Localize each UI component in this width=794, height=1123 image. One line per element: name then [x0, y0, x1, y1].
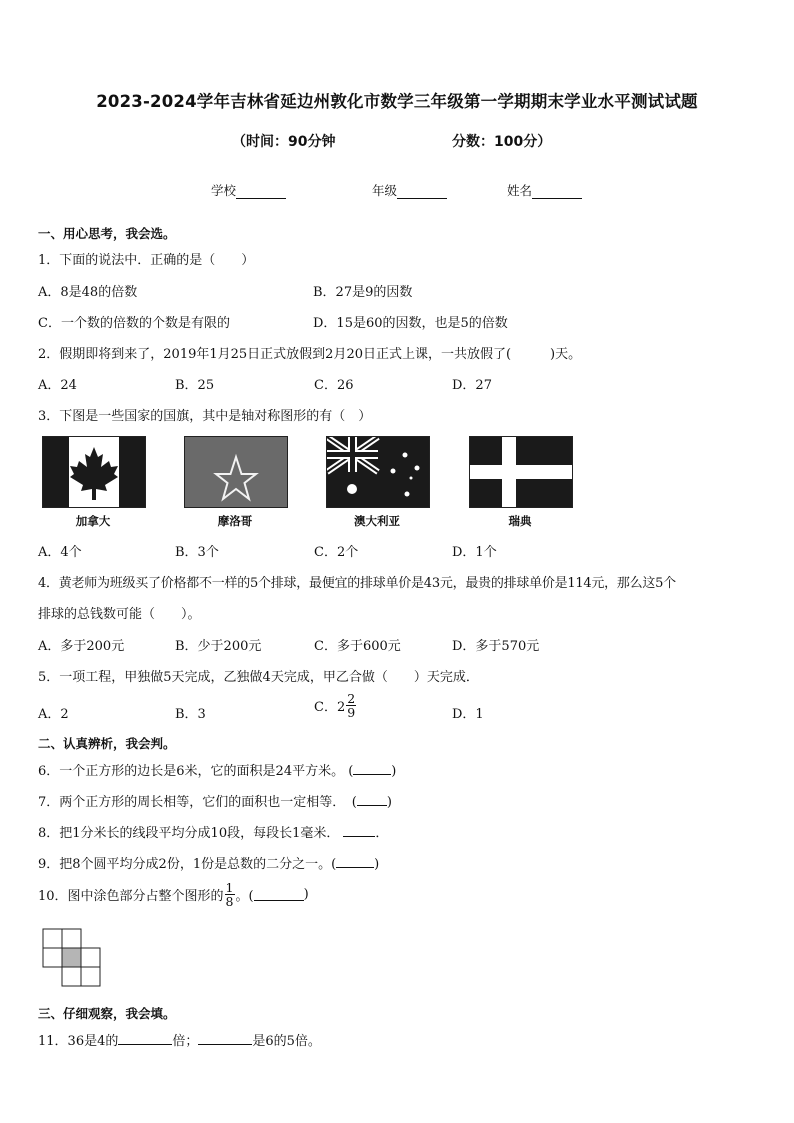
sweden-flag [469, 436, 573, 508]
morocco-flag [184, 436, 288, 508]
name-label: 姓名 [507, 183, 533, 198]
q5-option-c-fraction [346, 692, 356, 719]
section-3-heading: 三、仔细观察，我会填。 [38, 1006, 176, 1021]
name-field[interactable] [507, 181, 582, 199]
q7-row [38, 791, 392, 810]
q6-close: ) [391, 764, 397, 779]
grade-label: 年级 [372, 183, 398, 198]
q10-row [38, 881, 309, 908]
q10-grid-figure [42, 928, 104, 990]
q10-fraction [225, 881, 235, 908]
q11-row [38, 1030, 321, 1049]
q1-stem: 1．下面的说法中．正确的是（ ） [38, 253, 255, 268]
q9-close: ) [374, 857, 380, 872]
canada-flag [42, 436, 146, 508]
q7-answer-blank[interactable] [357, 793, 387, 806]
q10-close: ) [303, 887, 309, 902]
q5-option-b[interactable]: B．3 [175, 707, 206, 722]
q2-option-d[interactable]: D．27 [452, 378, 492, 393]
q8-text: 8．把1分米长的线段平均分成10段，每段长1毫米． [38, 826, 340, 841]
score-label: 分数：100分） [452, 134, 552, 150]
school-label: 学校 [211, 183, 237, 198]
q11-blank-1[interactable] [118, 1032, 172, 1045]
q3-option-a[interactable]: A．4个 [38, 545, 82, 560]
q4-option-d[interactable]: D．多于570元 [452, 639, 540, 654]
q9-row [38, 853, 379, 872]
q2-option-b[interactable]: B．25 [175, 378, 215, 393]
q7-close: ) [386, 795, 392, 810]
page-title: 2023-2024学年吉林省延边州敦化市数学三年级第一学期期末学业水平测试试题 [96, 92, 698, 111]
q10-text-post: 。( [235, 889, 254, 904]
q1-option-a[interactable]: A．8是48的倍数 [38, 285, 138, 300]
time-label: （时间：90分钟 [232, 134, 336, 150]
q3-option-b[interactable]: B．3个 [175, 545, 219, 560]
q4-stem-line1: 4．黄老师为班级买了价格都不一样的5个排球，最便宜的排球单价是43元，最贵的排球单价是114元，那么这5个 [38, 576, 676, 591]
q11-blank-2[interactable] [198, 1032, 252, 1045]
q2-stem: 2．假期即将到来了，2019年1月25日正式放假到2月20日正式上课，一共放假了( )天。 [38, 347, 582, 362]
flag-label-morocco: 摩洛哥 [217, 514, 253, 528]
q11-text-1: 11．36是4的 [38, 1034, 119, 1049]
q3-stem: 3．下图是一些国家的国旗，其中是轴对称图形的有（ ） [38, 409, 372, 424]
q7-text: 7．两个正方形的周长相等，它们的面积也一定相等． ( [38, 795, 357, 810]
q8-row [38, 822, 388, 841]
q5-option-c-whole: C．2 [314, 700, 346, 715]
q3-option-d[interactable]: D．1个 [452, 545, 497, 560]
q2-option-c[interactable]: C．26 [314, 378, 354, 393]
maple-leaf-icon [43, 437, 145, 507]
fraction-numerator: 1 [225, 880, 234, 895]
name-blank[interactable] [532, 186, 582, 199]
q10-answer-blank[interactable] [254, 888, 304, 901]
q8-period: ． [375, 826, 389, 841]
q10-text: 10．图中涂色部分占整个图形的 [38, 889, 224, 904]
q4-option-a[interactable]: A．多于200元 [38, 639, 125, 654]
q6-text: 6．一个正方形的边长是6米，它的面积是24平方米。 ( [38, 764, 354, 779]
school-blank[interactable] [236, 186, 286, 199]
fraction-numerator: 2 [347, 691, 356, 706]
school-field[interactable] [211, 181, 286, 199]
q4-option-b[interactable]: B．少于200元 [175, 639, 262, 654]
q2-option-a[interactable]: A．24 [38, 378, 77, 393]
australia-flag [326, 436, 430, 508]
q5-option-d[interactable]: D．1 [452, 707, 484, 722]
q6-answer-blank[interactable] [353, 762, 391, 775]
union-jack-stars-icon [327, 437, 429, 507]
q9-text: 9．把8个圆平均分成2份，1份是总数的二分之一。( [38, 857, 337, 872]
q1-option-d[interactable]: D．15是60的因数，也是5的倍数 [313, 316, 508, 331]
fraction-denominator: 9 [347, 705, 356, 720]
q1-option-c[interactable]: C．一个数的倍数的个数是有限的 [38, 316, 230, 331]
q5-option-a[interactable]: A．2 [38, 707, 69, 722]
q9-answer-blank[interactable] [336, 855, 374, 868]
flag-label-sweden: 瑞典 [508, 514, 532, 528]
q4-option-c[interactable]: C．多于600元 [314, 639, 401, 654]
q5-option-c[interactable] [314, 692, 357, 719]
section-2-heading: 二、认真辨析，我会判。 [38, 736, 176, 751]
grade-field[interactable] [372, 181, 447, 199]
q5-stem: 5．一项工程，甲独做5天完成，乙独做4天完成，甲乙合做（ ）天完成． [38, 670, 479, 685]
q6-row [38, 760, 396, 779]
flag-label-australia: 澳大利亚 [354, 514, 400, 528]
section-1-heading: 一、用心思考，我会选。 [38, 226, 176, 241]
grade-blank[interactable] [397, 186, 447, 199]
flag-label-canada: 加拿大 [75, 514, 111, 528]
fraction-denominator: 8 [225, 894, 234, 909]
q4-stem-line2: 排球的总钱数可能（ ）。 [38, 607, 201, 622]
q11-text-3: 是6的5倍。 [252, 1034, 321, 1049]
q11-text-2: 倍； [172, 1034, 199, 1049]
q8-answer-blank[interactable] [343, 824, 375, 837]
q3-option-c[interactable]: C．2个 [314, 545, 359, 560]
pentagram-icon [185, 437, 287, 507]
q1-option-b[interactable]: B．27是9的因数 [313, 285, 413, 300]
